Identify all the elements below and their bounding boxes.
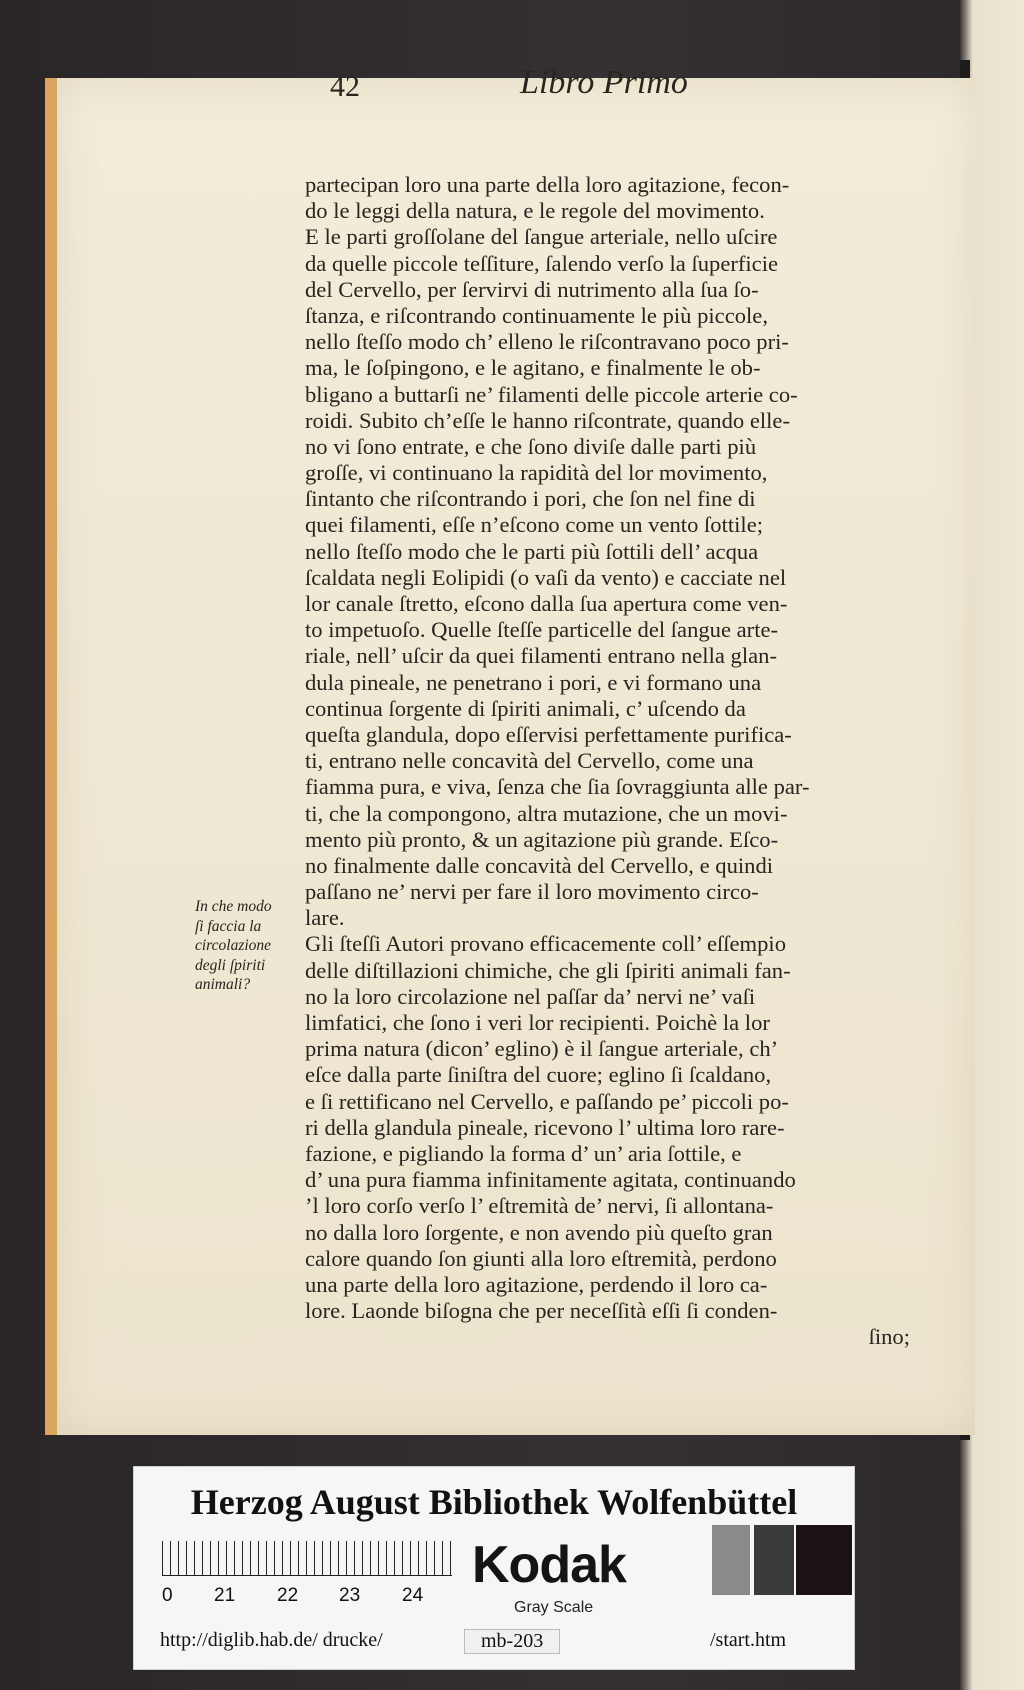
text-line: ri della glandula pineale, ricevono l’ ultima loro rare- xyxy=(305,1114,785,1140)
marginal-note-line: degli ſpiriti xyxy=(195,956,266,974)
ruler-ticks xyxy=(162,1541,452,1576)
text-line: mento più pronto, & un agitazione più grande. Eſco- xyxy=(305,826,779,852)
gray-scale-label: Gray Scale xyxy=(514,1599,594,1616)
marginal-note-line: ſi faccia la xyxy=(195,917,262,935)
text-line: ſtanza, e riſcontrando continuamente le più piccole, xyxy=(305,302,768,328)
url-text: http://diglib.hab.de/ drucke/ xyxy=(160,1629,383,1651)
text-line: queſta glandula, dopo eſſervisi perfettamente purifica- xyxy=(305,721,792,747)
text-line: fazione, e pigliando la forma d’ un’ aria ſottile, e xyxy=(305,1140,742,1166)
text-line: bligano a buttarſi ne’ filamenti delle piccole arterie co- xyxy=(305,381,798,407)
text-line: dula pineale, ne penetrano i pori, e vi formano una xyxy=(305,669,762,695)
start-text: /start.htm xyxy=(710,1629,787,1651)
text-line: d’ una pura fiamma infinitamente agitata, continuando xyxy=(305,1167,796,1193)
text-line: delle diſtillazioni chimiche, che gli ſpiriti animali fan- xyxy=(305,957,791,983)
text-line: nello ſteſſo modo ch’ elleno le riſcontravano poco pri- xyxy=(305,329,789,355)
text-line: no finalmente dalle concavità del Cervello, e quindi xyxy=(305,852,774,878)
text-line: una parte della loro agitazione, perdendo il loro ca- xyxy=(305,1271,768,1297)
text-line: paſſano ne’ nervi per fare il loro movimento circo- xyxy=(305,879,759,905)
text-line: no vi ſono entrate, e che ſono diviſe dalle parti più xyxy=(305,433,757,459)
text-line: eſce dalla parte ſiniſtra del cuore; eglino ſi ſcaldano, xyxy=(305,1062,772,1088)
text-line: roidi. Subito ch’eſſe le hanno riſcontrate, quando elle- xyxy=(305,407,790,433)
text-line: limfatici, che ſono i veri lor recipienti. Poichè la lor xyxy=(305,1010,770,1035)
page-number: 42 xyxy=(330,70,360,103)
text-line: continua ſorgente di ſpiriti animali, c’ uſcendo da xyxy=(305,695,746,721)
marginal-note-line: circolazione xyxy=(195,937,272,954)
text-line: calore quando ſon giunti alla loro eſtremità, perdono xyxy=(305,1245,777,1271)
ruler xyxy=(162,1541,452,1613)
ruler-number: 22 xyxy=(277,1585,299,1606)
text-line: ſcaldata negli Eolipidi (o vaſi da vento) e cacciate nel xyxy=(305,564,787,590)
body-text xyxy=(305,172,910,1350)
color-target-card xyxy=(133,1466,855,1670)
library-name: Herzog August Bibliothek Wolfenbüttel xyxy=(190,1482,798,1522)
text-line: nello ſteſſo modo che le parti più ſottili dell’ acqua xyxy=(305,538,759,564)
ruler-number: 24 xyxy=(402,1585,424,1606)
text-line: ſintanto che riſcontrando i pori, che ſon nel fine di xyxy=(305,486,756,512)
text-line: fiamma pura, e viva, ſenza che ſia ſovraggiunta alle par- xyxy=(305,774,810,800)
running-title: Libro Primo xyxy=(520,64,688,101)
text-line: ti, che la compongono, altra mutazione, che un movi- xyxy=(305,800,788,826)
page-header xyxy=(330,64,890,108)
ruler-number: 23 xyxy=(339,1585,361,1606)
text-line: prima natura (dicon’ eglino) è il ſangue arteriale, ch’ xyxy=(305,1036,779,1062)
marginal-note-line: In che modo xyxy=(195,898,272,915)
text-line: no dalla loro ſorgente, e non avendo più queſto gran xyxy=(305,1219,773,1245)
text-line: groſſe, vi continuano la rapidità del lor movimento, xyxy=(305,460,768,486)
text-line: del Cervello, per ſervirvi di nutrimento alla ſua ſo- xyxy=(305,276,759,302)
text-line: ma, le ſoſpingono, e le agitano, e finalmente le ob- xyxy=(305,355,761,381)
text-line: riale, nell’ uſcir da quei filamenti entrano nella glan- xyxy=(305,643,777,669)
text-line: E le parti groſſolane del ſangue arteriale, nello uſcire xyxy=(305,224,778,250)
ruler-number: 21 xyxy=(214,1585,236,1606)
gray-patch-dark xyxy=(754,1525,794,1595)
text-line: e ſi rettificano nel Cervello, e paſſando pe’ piccoli po- xyxy=(305,1088,789,1114)
marginal-note-line: animali? xyxy=(195,976,251,993)
text-line: no la loro circolazione nel paſſar da’ nervi ne’ vaſi xyxy=(305,983,756,1009)
text-line: da quelle piccole teſſiture, ſalendo verſo la ſuperficie xyxy=(305,250,779,276)
text-line: Gli ſteſſi Autori provano efficacemente coll’ eſſempio xyxy=(305,931,786,957)
text-line: do le leggi della natura, e le regole del movimento. xyxy=(305,198,765,224)
kodak-logo: Kodak xyxy=(472,1536,626,1594)
text-line: ſino; xyxy=(868,1324,910,1350)
text-line: lare. xyxy=(305,905,345,931)
marginal-note xyxy=(195,897,300,995)
text-line: partecipan loro una parte della loro agitazione, fecon- xyxy=(305,172,790,197)
text-line: lor canale ſtretto, eſcono dalla ſua apertura come ven- xyxy=(305,591,788,616)
shelfmark: mb-203 xyxy=(464,1629,560,1654)
text-line: lore. Laonde biſogna che per neceſſità eſſi ſi conden- xyxy=(305,1298,778,1324)
text-line: quei filamenti, eſſe n’eſcono come un vento ſottile; xyxy=(305,512,764,538)
text-line: ’l loro corſo verſo l’ eſtremità de’ nervi, ſi allontana- xyxy=(305,1193,774,1219)
gray-patch-mid xyxy=(712,1525,750,1595)
ruler-number: 0 xyxy=(162,1585,173,1606)
gray-patch-black xyxy=(796,1525,852,1595)
text-line: to impetuoſo. Quelle ſteſſe particelle del ſangue arte- xyxy=(305,617,779,643)
text-line: ti, entrano nelle concavità del Cervello, come una xyxy=(305,748,754,774)
